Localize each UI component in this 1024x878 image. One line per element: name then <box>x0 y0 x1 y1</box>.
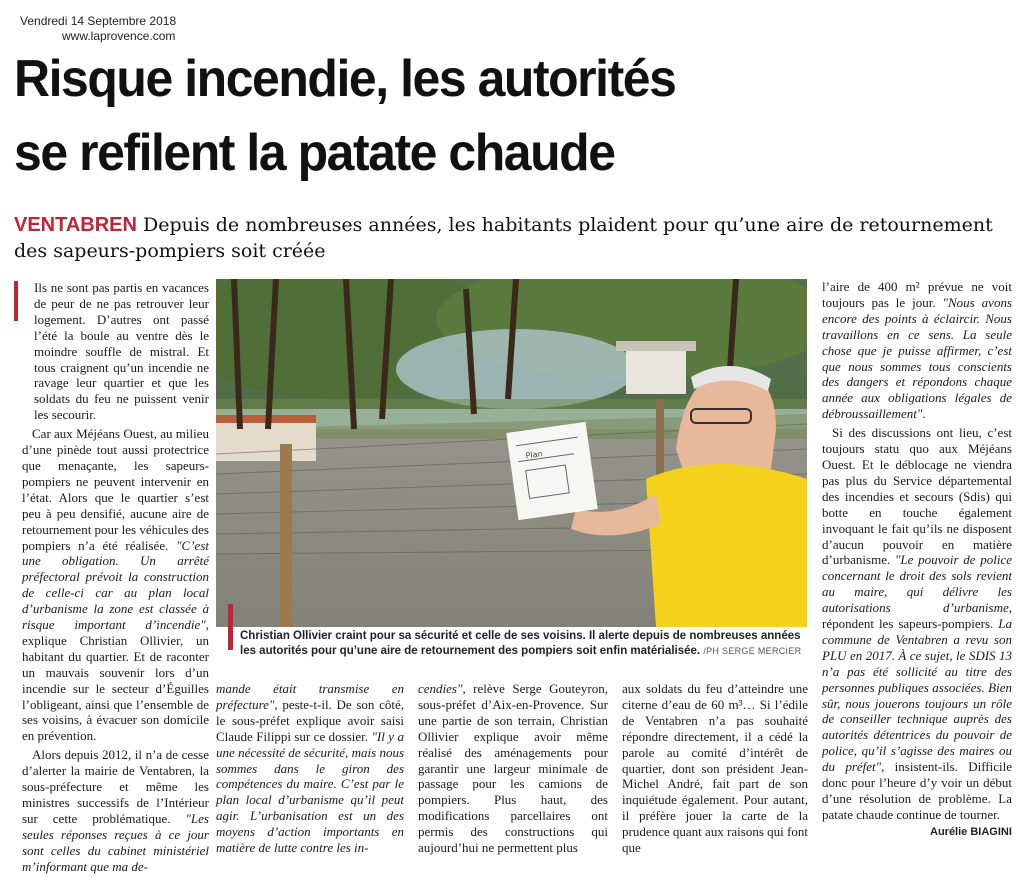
deck <box>14 212 1014 264</box>
deck-text: Depuis de nombreuses années, les habitants plaident pour qu’une aire de retournement des sapeurs-pompiers soit créée <box>14 214 993 262</box>
website-url: www.laprovence.com <box>62 29 176 43</box>
article-column-3: cendies", relève Serge Gouteyron, sous-préfet d’Aix-en-Provence. Sur une partie de son terrain, Christian Ollivier explique avoir même réalisé des aménagements pour garantir une largeur minimale de passage pour les camions de pompiers. Plus haut, des modifications parcellaires ont permis des constructions qui aujourd’hui ne permettent plus <box>418 681 608 856</box>
caption-red-bar <box>228 604 233 650</box>
article-column-1: Ils ne sont pas partis en vacances de peur de ne pas retrouver leur logement. D’autres ont passé l’été la boule au ventre dès le moindre souffle de mistral. Et tous craignent qu’un incendie ne ravage leur quartier et que les soldats du feu ne puissent venir les secourir. Car aux Méjéans Ouest, au milieu d’une pinède tout aussi protectrice que menaçante, les sapeurs-pompiers ne peuvent intervenir en l’état. Alors que le quartier s’est peu à peu densifié, aucune aire de retournement pour les véhicules des pompiers n’a été réalisée. "C’est une obligation. Un arrêté préfectoral prévoit la construction de celle-ci car au plan local d’urbanisme la zone est classée à risque important d’incendie", explique Christian Ollivier, un habitant du quartier. Et de raconter un mauvais souvenir lors d’un incendie sur le secteur d’Éguilles l’obligeant, ainsi que l’ensemble de ses voisins, à évacuer son domicile en prévention. Alors depuis 2012, il n’a de cesse d’alerter la mairie de Ventabren, la sous-préfecture et même les ministres successifs de l’Intérieur sur cette problématique. "Les seules réponses reçues à ce jour sont celles du cabinet ministériel m’informant que ma de- <box>22 280 209 874</box>
photo-illustration <box>216 279 807 627</box>
article-column-4: aux soldats du feu d’atteindre une citerne d’eau de 60 m³… Si l’édile de Ventabren n’a pas souhaité répondre directement, il a cédé la parole au comité d’intérêt de quartier, dont son président Jean-Michel André, fait part de son inquiétude également. Pour autant, il préfère jouer la carte de la prudence quant aux raisons qui font que <box>622 681 808 856</box>
byline: Aurélie BIAGINI <box>930 826 1012 838</box>
article-column-2: mande était transmise en préfecture", peste-t-il. De son côté, le sous-préfet explique avoir saisi Claude Filippi sur ce dossier. "Il y a une nécessité de sécurité, mais nous sommes dans le giron des compétences du maire. C’est par le plan local d’urbanisme qu’il peut agir. L’urbanisation est un des moyens d’action importants en matière de lutte contre les in- <box>216 681 405 856</box>
photo-caption <box>240 629 812 659</box>
headline <box>14 42 974 190</box>
lead-red-bar <box>14 281 18 321</box>
photo-credit: /PH SERGE MERCIER <box>703 646 802 656</box>
headline-line-2: se refilent la patate chaude <box>14 124 615 182</box>
caption-text: Christian Ollivier craint pour sa sécurité et celle de ses voisins. Il alerte depuis de nombreuses années les autorités pour qu’une aire de retournement des pompiers soit enfin matérialisée. <box>240 630 801 657</box>
headline-line-1: Risque incendie, les autorités <box>14 50 676 108</box>
article-column-5: l’aire de 400 m² prévue ne voit toujours pas le jour. "Nous avons encore des points à éclaircir. Nous travaillons en ce sens. La seule chose que je puisse affirmer, c’est que nous sommes tous conscients des dangers et répondons chaque année aux obligations légales de débroussaillement". Si des discussions ont lieu, c’est toujours statu quo aux Méjéans Ouest. Et le déblocage ne viendra pas plus du Service départemental des incendies et secours (Sdis) qui botte en touche également invoquant le fait qu’ils ne disposent d’aucun pouvoir en matière d’urbanisme. "Le pouvoir de police concernant le droit des sols revient au maire, qui délivre les autorisations d’urbanisme, répondent les sapeurs-pompiers. La commune de Ventabren a revu son PLU en 2017. À ce sujet, le SDIS 13 n’a pas été sollicité au titre des personnes publiques associées. Bien sûr, nous jouerons toujours un rôle de conseiller technique auprès des autorités détentrices du pouvoir de police, qu’il s’agisse des maires ou du préfet", insistent-ils. Difficile donc pour l’heure d’y voir un début d’une résolution de problème. La patate chaude continue de tourner. <box>822 279 1013 822</box>
sign-text: Plan <box>525 449 544 461</box>
issue-date: Vendredi 14 Septembre 2018 <box>20 14 177 28</box>
article-photo <box>216 279 807 627</box>
kicker-location: VENTABREN <box>14 214 137 236</box>
